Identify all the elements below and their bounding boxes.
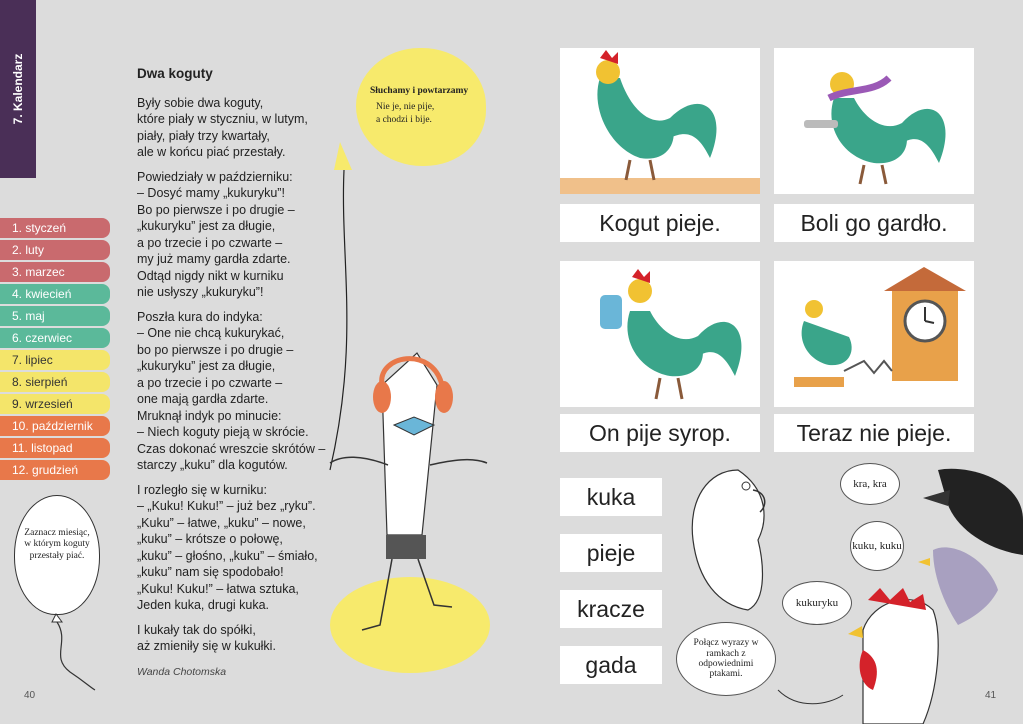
stanza [137, 622, 347, 655]
instruction-bubble: Połącz wyrazy w ramkach z odpowiednimi ptakami. [676, 622, 776, 696]
caption-card: Teraz nie pieje. [774, 414, 974, 452]
speech-bubble-rooster: kukuryku [782, 581, 852, 625]
speech-bubble-crow: kra, kra [840, 463, 900, 505]
poem-line: – „Kuku! Kuku!” – już bez „ryku”. [137, 499, 316, 513]
month-item: 10. październik [0, 416, 110, 436]
riddle-line: Nie je, nie pije, [376, 102, 435, 112]
word-card: pieje [560, 534, 662, 572]
poem-line: – One nie chcą kukurykać, [137, 326, 285, 340]
month-item: 12. grudzień [0, 460, 110, 480]
balloon-string [40, 612, 110, 692]
poem-line: aż zmieniły się w kukułki. [137, 639, 276, 653]
poem-line: które piały w styczniu, w lutym, [137, 112, 308, 126]
month-item: 5. maj [0, 306, 110, 326]
rooster-syrup-illustration [560, 261, 760, 407]
poem-author: Wanda Chotomska [137, 666, 227, 678]
poem-line: „Kuku! Kuku!” – łatwa sztuka, [137, 581, 299, 596]
poem-line: Czas dokonać wreszcie skrótów – [137, 441, 326, 456]
poem-line: „kuku” nam się spodobało! [137, 565, 284, 579]
month-item: 6. czerwiec [0, 328, 110, 348]
month-item: 7. lipiec [0, 350, 110, 370]
picture-card-syrup [560, 261, 760, 407]
month-item: 9. wrzesień [0, 394, 110, 414]
cuckoo-clock-illustration [774, 261, 974, 407]
poem-line: – Dosyć mamy „kukuryku”! [137, 186, 285, 200]
picture-card-rooster [560, 48, 760, 194]
month-item: 3. marzec [0, 262, 110, 282]
poem-line: nie usłyszy „kukuryku”! [137, 285, 264, 299]
month-item: 1. styczeń [0, 218, 110, 238]
poem-line: Bo po pierwsze i po drugie – [137, 202, 295, 217]
poem-line: „kuku” – krótsze o połowę, [137, 532, 283, 546]
poem-line: Odtąd nigdy nikt w kurniku [137, 268, 284, 283]
poem-line: Były sobie dwa koguty, [137, 95, 264, 110]
poem-line: „kukuryku” jest za długie, [137, 219, 276, 233]
stanza [137, 482, 347, 614]
rooster-illustration [560, 48, 760, 194]
poem-line: – Niech koguty pieją w skrócie. [137, 425, 309, 439]
poem-line: I rozległo się w kurniku: [137, 482, 267, 497]
chapter-label: 7. Kalendarz [11, 53, 25, 125]
page-number-left: 40 [24, 690, 36, 701]
poem-line: one mają gardła zdarte. [137, 392, 269, 406]
task-balloon [14, 495, 100, 615]
poem-line: my już mamy gardła zdarte. [137, 252, 291, 266]
pencil-character-illustration [322, 345, 502, 675]
month-item: 11. listopad [0, 438, 110, 458]
poem-line: Poszła kura do indyka: [137, 309, 263, 324]
poem-line: a po trzecie i po czwarte – [137, 235, 283, 250]
listen-title: Słuchamy i powtarzamy [370, 86, 469, 96]
poem-line: „Kuku” – łatwe, „kuku” – nowe, [137, 515, 306, 530]
poem-line: a po trzecie i po czwarte – [137, 375, 283, 390]
speech-bubble-cuckoo: kuku, kuku [850, 521, 904, 571]
word-card: kuka [560, 478, 662, 516]
chapter-tab [0, 0, 36, 178]
picture-card-sore-throat [774, 48, 974, 194]
poem-line: Powiedziały w październiku: [137, 169, 293, 184]
poem-line: „kukuryku” jest za długie, [137, 359, 276, 373]
month-item: 2. luty [0, 240, 110, 260]
poem-line: piały, piały trzy kwartały, [137, 128, 270, 143]
poem-line: bo po pierwsze i po drugie – [137, 342, 294, 357]
word-card: kracze [560, 590, 662, 628]
poem-title: Dwa koguty [137, 66, 213, 81]
poem-line: starczy „kuku” dla kogutów. [137, 458, 288, 472]
months-list [0, 218, 110, 482]
caption-card: On pije syrop. [560, 414, 760, 452]
poem-line: ale w końcu piać przestały. [137, 145, 286, 159]
month-item: 8. sierpień [0, 372, 110, 392]
month-item: 4. kwiecień [0, 284, 110, 304]
page-number-right: 41 [985, 690, 997, 701]
sick-rooster-illustration [774, 48, 974, 194]
caption-card: Kogut pieje. [560, 204, 760, 242]
caption-card: Boli go gardło. [774, 204, 974, 242]
poem-line: Jeden kuka, drugi kuka. [137, 598, 270, 612]
picture-card-cuckoo-clock [774, 261, 974, 407]
word-card: gada [560, 646, 662, 684]
poem-line: Mruknął indyk po minucie: [137, 408, 282, 423]
task-balloon-text: Zaznacz miesiąc, w którym koguty przestały piać. [24, 528, 90, 561]
poem-line: „kuku” – głośno, „kuku” – śmiało, [137, 548, 318, 563]
riddle-line: a chodzi i bije. [376, 115, 432, 125]
poem-line: I kukały tak do spółki, [137, 622, 256, 637]
